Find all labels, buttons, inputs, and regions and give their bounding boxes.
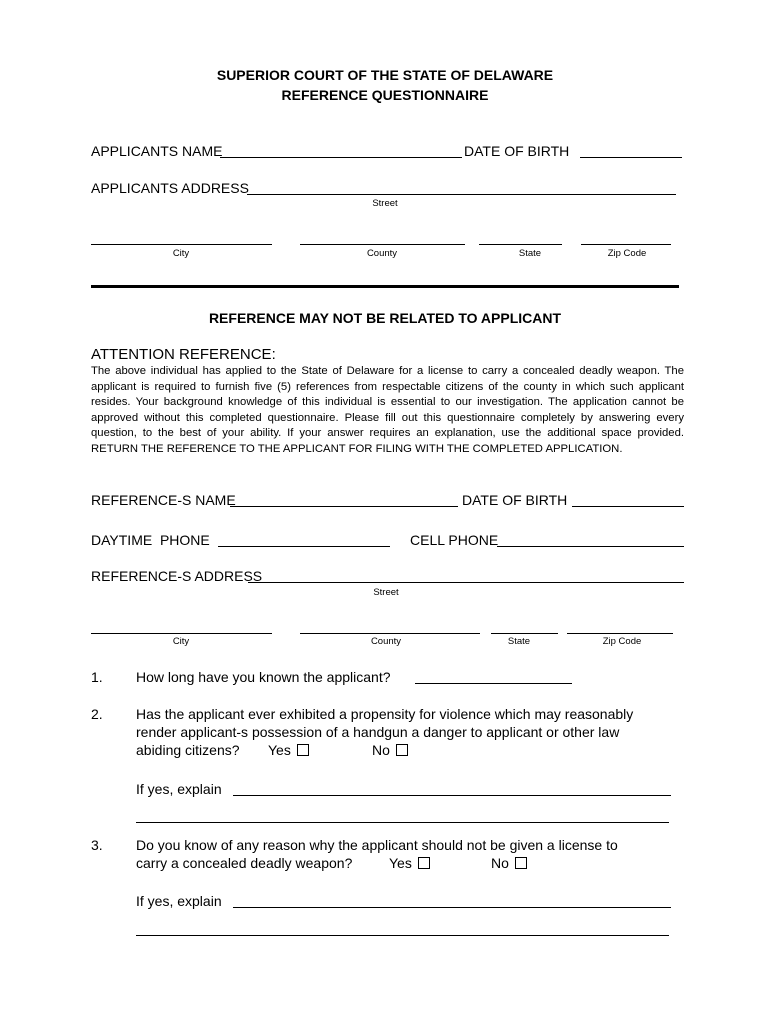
question-2-explain-field-2[interactable] bbox=[136, 822, 669, 823]
question-2-explain-label: If yes, explain bbox=[136, 781, 222, 797]
zip-caption: Zip Code bbox=[607, 248, 647, 259]
question-3-explain-field[interactable] bbox=[233, 907, 671, 908]
street-caption: Street bbox=[372, 198, 398, 209]
checkbox-icon[interactable] bbox=[418, 857, 430, 869]
question-3-explain-field-2[interactable] bbox=[136, 935, 669, 936]
applicant-city-field[interactable] bbox=[91, 244, 272, 245]
reference-address-label: REFERENCE-S ADDRESS bbox=[91, 568, 263, 584]
reference-dob-label: DATE OF BIRTH bbox=[462, 492, 568, 508]
question-1-answer-field[interactable] bbox=[415, 683, 572, 684]
daytime-phone-field[interactable] bbox=[218, 546, 390, 547]
reference-zip-field[interactable] bbox=[567, 633, 673, 634]
applicant-zip-field[interactable] bbox=[581, 244, 671, 245]
applicant-dob-field[interactable] bbox=[580, 157, 682, 158]
question-3-explain-label: If yes, explain bbox=[136, 893, 222, 909]
reference-state-field[interactable] bbox=[491, 633, 558, 634]
street-caption: Street bbox=[373, 587, 399, 598]
reference-warning: REFERENCE MAY NOT BE RELATED TO APPLICANT bbox=[208, 310, 562, 326]
applicant-county-field[interactable] bbox=[300, 244, 465, 245]
reference-city-field[interactable] bbox=[91, 633, 272, 634]
reference-name-field[interactable] bbox=[230, 506, 458, 507]
reference-street-field[interactable] bbox=[248, 582, 684, 583]
question-1-number: 1. bbox=[91, 669, 103, 685]
cell-phone-field[interactable] bbox=[497, 546, 684, 547]
question-3-no-checkbox[interactable] bbox=[491, 855, 527, 871]
city-caption: City bbox=[172, 248, 190, 259]
county-caption: County bbox=[370, 636, 402, 647]
reference-dob-field[interactable] bbox=[572, 506, 684, 507]
state-caption: State bbox=[507, 636, 531, 647]
reference-name-label: REFERENCE-S NAME bbox=[91, 492, 236, 508]
applicant-street-field[interactable] bbox=[247, 194, 676, 195]
instructions-paragraph: The above individual has applied to the State of Delaware for a license to carry a concealed deadly weapon. The applicant is required to furnish five (5) references from respectable citizens of the county in which such applicant resides. Your background knowledge of this individual is essential to our investigation. The application cannot be approved without this completed questionnaire. Please fill out this questionnaire completely by answering every question, to the best of your ability. If your answer requires an explanation, use the additional space provided. RETURN THE REFERENCE TO THE APPLICANT FOR FILING WITH THE COMPLETED APPLICATION. bbox=[91, 365, 684, 455]
applicant-state-field[interactable] bbox=[479, 244, 562, 245]
question-3-yes-checkbox[interactable] bbox=[389, 855, 430, 871]
checkbox-icon[interactable] bbox=[297, 744, 309, 756]
applicant-name-label: APPLICANTS NAME bbox=[91, 143, 223, 159]
section-divider bbox=[91, 285, 679, 288]
question-3-number: 3. bbox=[91, 837, 103, 853]
question-2-text: abiding citizens? bbox=[136, 742, 240, 758]
question-2-yes-checkbox[interactable] bbox=[268, 742, 309, 758]
question-1-text: How long have you known the applicant? bbox=[136, 669, 391, 685]
form-subtitle: REFERENCE QUESTIONNAIRE bbox=[281, 87, 489, 103]
applicant-name-field[interactable] bbox=[220, 157, 462, 158]
question-2-text: render applicant-s possession of a handgun a danger to applicant or other law bbox=[136, 724, 620, 740]
form-title: SUPERIOR COURT OF THE STATE OF DELAWARE bbox=[216, 67, 554, 83]
reference-county-field[interactable] bbox=[300, 633, 480, 634]
checkbox-icon[interactable] bbox=[396, 744, 408, 756]
city-caption: City bbox=[172, 636, 190, 647]
applicant-address-label: APPLICANTS ADDRESS bbox=[91, 180, 249, 196]
yes-label: Yes bbox=[389, 855, 412, 871]
question-3-text: Do you know of any reason why the applicant should not be given a license to bbox=[136, 837, 618, 853]
applicant-dob-label: DATE OF BIRTH bbox=[464, 143, 570, 159]
state-caption: State bbox=[518, 248, 542, 259]
yes-label: Yes bbox=[268, 742, 291, 758]
no-label: No bbox=[491, 855, 509, 871]
daytime-phone-label: DAYTIME PHONE bbox=[91, 532, 210, 548]
no-label: No bbox=[372, 742, 390, 758]
question-2-text: Has the applicant ever exhibited a propensity for violence which may reasonably bbox=[136, 706, 634, 722]
zip-caption: Zip Code bbox=[602, 636, 642, 647]
checkbox-icon[interactable] bbox=[515, 857, 527, 869]
county-caption: County bbox=[366, 248, 398, 259]
question-3-text: carry a concealed deadly weapon? bbox=[136, 855, 353, 871]
question-2-number: 2. bbox=[91, 706, 103, 722]
question-2-explain-field[interactable] bbox=[233, 795, 671, 796]
attention-heading: ATTENTION REFERENCE: bbox=[91, 346, 276, 363]
question-2-no-checkbox[interactable] bbox=[372, 742, 408, 758]
cell-phone-label: CELL PHONE bbox=[410, 532, 499, 548]
